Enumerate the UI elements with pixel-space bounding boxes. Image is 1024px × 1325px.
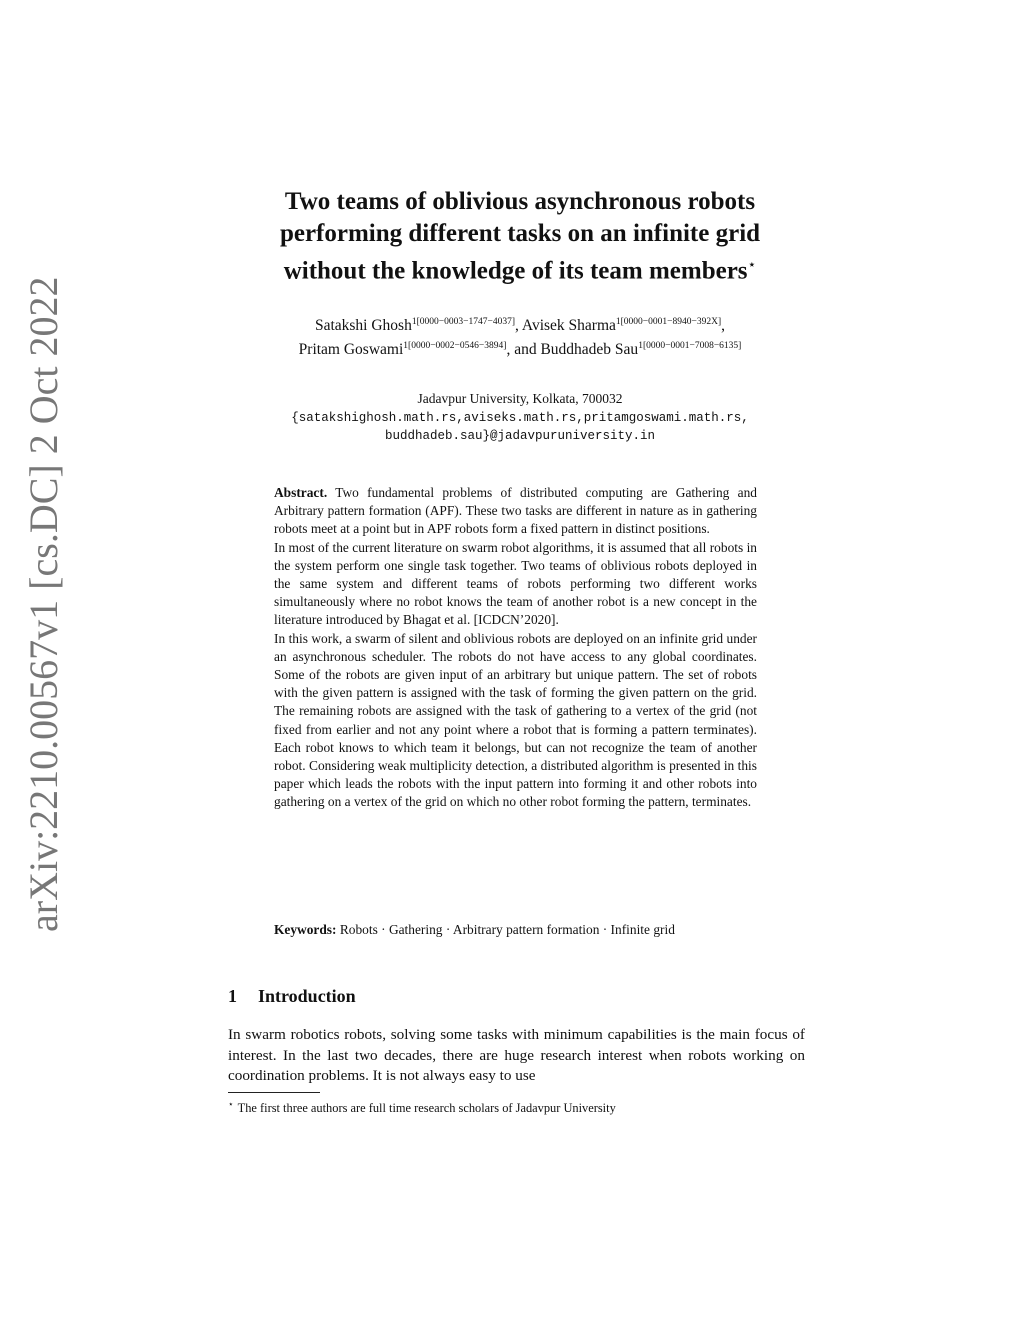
title-line bbox=[200, 250, 840, 287]
author-name: Satakshi Ghosh bbox=[314, 317, 412, 335]
author-line: Satakshi Ghosh$^{1[0000-0003-1747-4037]}$, Avisek Sharma$^{1[0000-0001-8940-392X]}$, bbox=[314, 317, 726, 335]
section-title: Introduction bbox=[258, 986, 356, 1006]
footnote bbox=[228, 1096, 805, 1116]
affiliation: Jadavpur University, Kolkata, 700032 bbox=[417, 391, 623, 406]
email-line: buddhadeb.sau}@jadavpuruniversity.in bbox=[384, 429, 656, 443]
author-name: Avisek Sharma bbox=[521, 317, 616, 335]
title-line-text: without the knowledge of its team members bbox=[283, 257, 748, 285]
keywords bbox=[274, 921, 757, 939]
author-orcid: 1[0000−0001−7008−6135] bbox=[638, 341, 742, 352]
body-paragraph: In swarm robotics robots, solving some tasks with minimum capabilities is the main focus of interest. In the last two decades, there are huge research interest when robots working on coordination problems. It is not always easy to use bbox=[228, 1026, 805, 1085]
abstract-paragraph: In most of the current literature on swarm robot algorithms, it is assumed that all robots in the system perform one single task together. Two teams of oblivious robots deployed in the same system and different teams of robots performing two different works simultaneously where no robot knows the team of another robot is a new concept in the literature introduced by Bhagat et al. [ICDCN’2020]. bbox=[274, 539, 757, 628]
section-heading bbox=[228, 986, 356, 1007]
footnote-text: The first three authors are full time research scholars of Jadavpur University bbox=[237, 1101, 616, 1116]
author-orcid: 1[0000−0003−1747−4037] bbox=[411, 317, 515, 327]
abstract-label: Abstract. bbox=[274, 485, 328, 500]
title-line: Two teams of oblivious asynchronous robots bbox=[284, 188, 756, 215]
footnote-mark: ⋆ bbox=[228, 1099, 234, 1109]
author-orcid: 1[0000−0001−8940−392X] bbox=[615, 317, 722, 327]
abstract-paragraph: In this work, a swarm of silent and oblivious robots are deployed on an infinite grid under an asynchronous scheduler. The robots do not have access to any global coordinates. Some of the robots are given input of an arbitrary but unique pattern. The set of robots with the given pattern is assigned with the task of forming the given pattern on the grid. The remaining robots are assigned with the task of gathering to a vertex of the grid (not fixed from earlier and not any point where a robot that is forming a pattern terminates). Each robot knows to which team it belongs, but can not recognize the team of another robot. Considering weak multiplicity detection, a distributed algorithm is presented in this paper which leads the robots with the input pattern into forming it and other robots into gathering on a vertex of the grid on which no other robot forming the pattern, terminates. bbox=[274, 630, 757, 810]
arxiv-identifier: arXiv:2210.00567v1 [cs.DC] 2 Oct 2022 bbox=[21, 276, 66, 932]
abstract-text: Two fundamental problems of distributed computing are Gathering and Arbitrary pattern formation (APF). These two tasks are different in nature as in gathering robots meet at a point but in APF robots form a fixed pattern in distinct positions. bbox=[274, 485, 757, 537]
email-line: {satakshighosh.math.rs,aviseks.math.rs,pritamgoswami.math.rs, bbox=[291, 410, 749, 425]
keywords-label: Keywords: bbox=[274, 922, 337, 937]
section-number: 1 bbox=[228, 986, 237, 1006]
introduction-body bbox=[228, 1025, 805, 1087]
affiliation-block bbox=[225, 390, 815, 446]
keywords-text: Robots · Gathering · Arbitrary pattern formation · Infinite grid bbox=[339, 922, 675, 937]
author-line: Pritam Goswami$^{1[0000-0002-0546-3894]}$, and Buddhadeb Sau$^{1[0000-0001-7008-6135]}$ bbox=[298, 341, 742, 359]
abstract-paragraph bbox=[274, 484, 757, 539]
title-line: performing different tasks on an infinite grid bbox=[279, 220, 761, 247]
abstract bbox=[274, 484, 757, 812]
title-footnote-mark: ⋆ bbox=[747, 258, 757, 273]
author-name: Pritam Goswami bbox=[298, 341, 404, 359]
paper-title bbox=[200, 186, 840, 287]
footnote-divider bbox=[228, 1092, 320, 1093]
author-name: Buddhadeb Sau bbox=[540, 341, 639, 359]
author-list bbox=[225, 312, 815, 360]
author-orcid: 1[0000−0002−0546−3894] bbox=[403, 341, 507, 352]
